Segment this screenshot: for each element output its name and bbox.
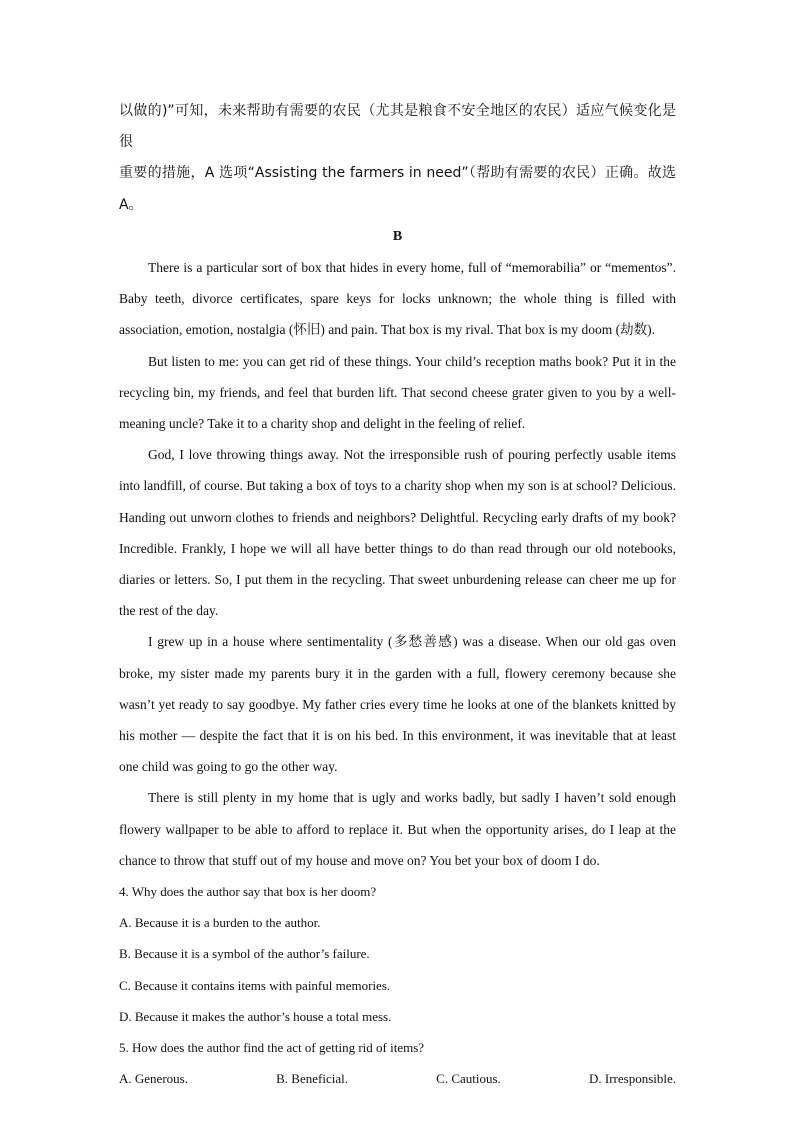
question-5 <box>119 1032 676 1094</box>
intro-line-2: 重要的措施，A 选项“Assisting the farmers in need”（帮助有需要的农民）正确。故选 A。 <box>119 165 676 213</box>
question-option: A. Because it is a burden to the author. <box>119 915 321 931</box>
question-option: C. Because it contains items with painful memories. <box>119 977 391 993</box>
passage-paragraph: God, I love throwing things away. Not the irresponsible rush of pouring perfectly usable items into landfill, of course. But taking a box of toys to a charity shop when my son is at school? Delicious. Handing out unworn clothes to friends and neighbors? Delightful. Recycling early drafts of my book? Incredible. Frankly, I hope we will all have better things to do than read through our old notebooks, diaries or letters. So, I put them in the recycling. That sweet unburdening release can cheer me up for the rest of the day. <box>119 447 676 619</box>
question-option: D. Irresponsible. <box>588 1071 676 1087</box>
section-title: B <box>392 228 403 244</box>
question-option: A. Generous. <box>119 1071 188 1087</box>
question-option: C. Cautious. <box>436 1071 501 1087</box>
question-option: D. Because it makes the author’s house a total mess. <box>119 1008 392 1024</box>
passage-paragraph: There is still plenty in my home that is ugly and works badly, but sadly I haven’t sold enough flowery wallpaper to be able to afford to replace it. But when the opportunity arises, do I leap at the chance to throw that stuff out of my house and move on? You bet your box of doom I do. <box>119 790 676 868</box>
question-4 <box>119 876 676 1032</box>
question-stem: 4. Why does the author say that box is her doom? <box>119 884 377 900</box>
options-row <box>119 1063 676 1094</box>
passage-paragraph: There is a particular sort of box that hides in every home, full of “memorabilia” or “mementos”. Baby teeth, divorce certificates, spare keys for locks unknown; the whole thing is filled with association, emotion, nostalgia (怀旧) and pain. That box is my rival. That box is my doom (劫数). <box>119 260 676 338</box>
question-stem: 5. How does the author find the act of getting rid of items? <box>119 1040 425 1056</box>
passage-paragraph: I grew up in a house where sentimentality (多愁善感) was a disease. When our old gas oven broke, my sister made my parents bury it in the garden with a full, flowery ceremony because she wasn’t yet ready to say goodbye. My father cries every time he looks at one of the blankets knitted by his mother — despite the fact that it is on his bed. In this environment, it was inevitable that at least one child was going to go the other way. <box>119 634 676 775</box>
question-option: B. Beneficial. <box>276 1071 348 1087</box>
intro-line-1: 以做的)”可知，未来帮助有需要的农民（尤其是粮食不安全地区的农民）适应气候变化是很 <box>119 103 676 151</box>
document-page <box>119 96 676 1095</box>
passage-paragraph: But listen to me: you can get rid of these things. Your child’s reception maths book? Put it in the recycling bin, my friends, and feel that burden lift. That second cheese grater given to you by a well-meaning uncle? Take it to a charity shop and delight in the feeling of relief. <box>119 353 676 432</box>
question-option: B. Because it is a symbol of the author’s failure. <box>119 946 370 962</box>
